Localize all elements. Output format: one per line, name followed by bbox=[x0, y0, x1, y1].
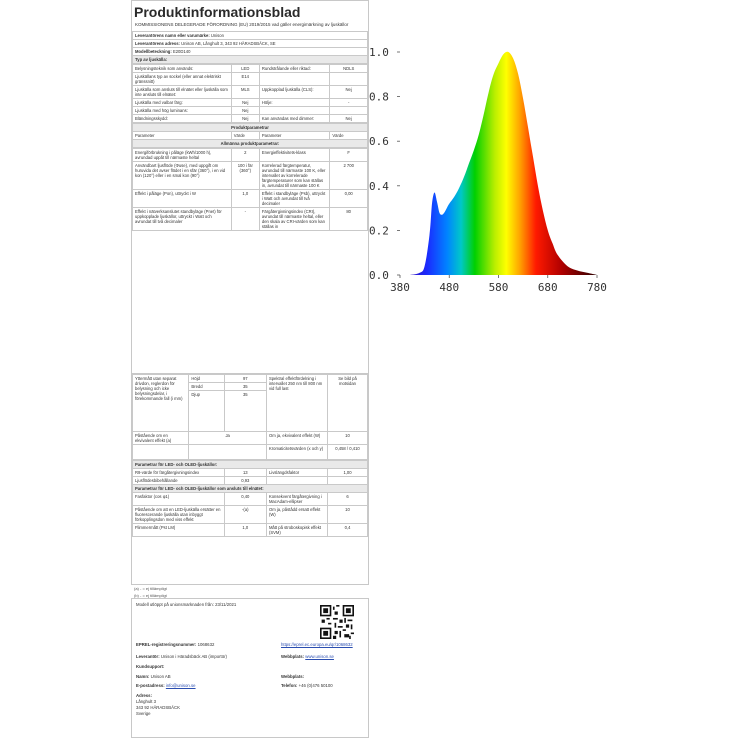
param-label: Ljuskälla med hög luminans: bbox=[133, 106, 232, 114]
param-value: LED bbox=[231, 64, 259, 72]
supplier-value: Unison i Häradsbäck AB (importör) bbox=[161, 654, 227, 659]
param-label: Rundstrålande eller riktad: bbox=[259, 64, 330, 72]
param-label: Belysningsteknik som används: bbox=[133, 64, 232, 72]
param-label: Uppkopplad ljuskälla (CLS): bbox=[259, 85, 330, 98]
type-row bbox=[133, 85, 368, 98]
general-param-row bbox=[133, 148, 368, 161]
name-row bbox=[132, 674, 368, 680]
param-value: 2 bbox=[231, 148, 259, 161]
led-params-table bbox=[132, 460, 368, 537]
mains-param-row bbox=[133, 493, 368, 506]
param-value: MLS bbox=[231, 85, 259, 98]
model-label: Modellbeteckning: bbox=[135, 49, 172, 54]
empty-cell bbox=[189, 445, 267, 460]
type-header: Typ av ljuskälla: bbox=[133, 55, 368, 63]
name-value: Unison AB bbox=[151, 674, 171, 679]
email-link[interactable]: info@unison.se bbox=[166, 683, 196, 688]
supplier-info-sheet bbox=[131, 598, 369, 738]
depth-label: Djup bbox=[189, 391, 224, 432]
param-value: Nej bbox=[330, 114, 368, 122]
y-tick-label: 0.6 bbox=[369, 135, 389, 148]
footnote-a: (a) - = ej tillämpligt bbox=[131, 584, 170, 593]
x-tick-label: 580 bbox=[489, 281, 509, 294]
equivalent-w-value: 10 bbox=[328, 432, 368, 445]
model-value: E20D140 bbox=[173, 49, 190, 54]
col-param-2: Parameter bbox=[259, 131, 330, 139]
equivalent-w-label: Om ja, ekvivalent effekt (W) bbox=[266, 432, 327, 445]
param-label: Färgåtergivningsindex (CRI), avrundat till närmaste heltal, eller den skala av CRI-värden som kan ställas in bbox=[259, 207, 330, 230]
sheet-title: Produktinformationsblad bbox=[132, 1, 368, 22]
param-label: Användbart ljusflöde (Φuse), med uppgift om huruvida det avser flödet i en sfär (360°), i en vid kon (120°) eller i en smal kon (90°) bbox=[133, 161, 232, 189]
website-link[interactable]: www.unison.se bbox=[305, 654, 334, 659]
address-block bbox=[132, 693, 368, 717]
param-label: Om ja, påstådd ersatt effekt (W) bbox=[266, 506, 327, 524]
address-value: Unison AB, Långhult 3, 343 92 HÄRADSBÄCK, SE bbox=[181, 41, 276, 46]
supplier-row bbox=[133, 31, 368, 39]
supplier-table bbox=[132, 31, 368, 64]
supplier-label: Leverantörens namn eller varumärke: bbox=[135, 33, 210, 38]
contact-row bbox=[132, 683, 368, 689]
type-row bbox=[133, 114, 368, 122]
dimensions-table bbox=[132, 374, 368, 460]
col-value-2: Värde bbox=[330, 131, 368, 139]
param-label: Hölje: bbox=[259, 98, 330, 106]
eprel-value: 1068632 bbox=[198, 642, 215, 647]
spectral-label: Spektral effektfördelning i intervallet 250 nm till 800 nm vid full last bbox=[266, 375, 327, 432]
param-value: 0,00 bbox=[330, 189, 368, 207]
param-label bbox=[259, 106, 330, 114]
param-label: Bländningsskydd: bbox=[133, 114, 232, 122]
equivalent-power-label: Påstående om en ekvivalent effekt (a) bbox=[133, 432, 189, 445]
param-label: Effekt i påläge (Pon), uttryckt i W bbox=[133, 189, 232, 207]
type-row bbox=[133, 106, 368, 114]
x-tick-label: 780 bbox=[587, 281, 607, 294]
param-label: Påstående om att en LED-ljuskälla ersätter en fluorescerande ljuskälla utan inbyggt förkopplingsdon med viss effekt bbox=[133, 506, 225, 524]
y-tick-label: 0.2 bbox=[369, 224, 389, 237]
param-label: Mått på stroboskopisk effekt (SVM) bbox=[266, 524, 327, 537]
y-tick-label: 0.0 bbox=[369, 269, 389, 282]
param-value: 6 bbox=[328, 493, 368, 506]
address-label: Leverantörens adress: bbox=[135, 41, 180, 46]
param-label: Ljusflödesbibehållande bbox=[133, 477, 225, 485]
product-params-header: Produktparametrar bbox=[133, 123, 368, 131]
param-value: - bbox=[330, 98, 368, 106]
chromaticity-value: 0,458 / 0,410 bbox=[328, 445, 368, 460]
param-value: 0,4 bbox=[328, 524, 368, 537]
type-table bbox=[132, 64, 368, 123]
param-value: -(a) bbox=[224, 506, 266, 524]
spectrum-area bbox=[400, 52, 597, 275]
param-label: Livslängdsfaktor bbox=[266, 469, 327, 477]
height-value: 97 bbox=[224, 375, 266, 383]
led-param-row bbox=[133, 469, 368, 477]
param-label: Energiförbrukning i påläge (kWh/1000 h), avrundad uppåt till närmaste heltal bbox=[133, 148, 232, 161]
param-value: Nej bbox=[231, 98, 259, 106]
param-value: 100 i fär (360°) bbox=[231, 161, 259, 189]
supplier-value: Unison bbox=[211, 33, 224, 38]
phone-value: +46 (0)476 50100 bbox=[299, 683, 333, 688]
y-tick-label: 0.4 bbox=[369, 180, 389, 193]
general-param-row bbox=[133, 161, 368, 189]
eprel-label: EPREL-registreringsnummer: bbox=[136, 642, 196, 647]
col-param-1: Parameter bbox=[133, 131, 232, 139]
col-value-1: Värde bbox=[231, 131, 259, 139]
empty-cell bbox=[133, 445, 189, 460]
led-param-row bbox=[133, 477, 368, 485]
param-label: Konsekvent färgåtergivning i MacAdam-ellipser bbox=[266, 493, 327, 506]
eprel-row bbox=[132, 642, 368, 648]
param-value: Nej bbox=[330, 85, 368, 98]
param-label: Ljuskällans typ av sockel (eller annat elektriskt gränssnitt) bbox=[133, 72, 232, 85]
param-label: Kan användas med dimmer: bbox=[259, 114, 330, 122]
equivalent-power-value: Ja bbox=[189, 432, 267, 445]
width-value: 35 bbox=[224, 383, 266, 391]
address-row bbox=[133, 39, 368, 47]
param-value: 13 bbox=[224, 469, 266, 477]
x-tick-label: 680 bbox=[538, 281, 558, 294]
param-label bbox=[266, 477, 327, 485]
product-info-sheet-page-2 bbox=[131, 373, 369, 585]
param-value: - bbox=[231, 207, 259, 230]
supplier-label: Leverantör: bbox=[136, 654, 160, 659]
param-label: Effekt i standbyläge (Psb), uttryckt i Watt och avrundat till två decimaler bbox=[259, 189, 330, 207]
param-value bbox=[328, 477, 368, 485]
x-tick-label: 380 bbox=[390, 281, 410, 294]
addr-line-1: Långhult 3 bbox=[136, 699, 364, 705]
mains-params-header: Parametrar för LED- och OLED-ljuskällor som ansluts till elnätet: bbox=[133, 485, 368, 493]
param-label: R9-värde för färgåtergivningsindex bbox=[133, 469, 225, 477]
param-value: 80 bbox=[330, 207, 368, 230]
supplier-row bbox=[132, 654, 368, 660]
chromaticity-label: Kromaticitetsvärden (x och y) bbox=[266, 445, 327, 460]
height-label: Höjd bbox=[189, 375, 224, 383]
y-tick-label: 0.8 bbox=[369, 91, 389, 104]
sheet-intro: KOMMISSIONENS DELEGERADE FÖRORDNING (EU) 2019/2015 vad gäller energimärkning av ljuskällor bbox=[132, 22, 368, 31]
param-value: 2 700 bbox=[330, 161, 368, 189]
web2-label: Webbplats: bbox=[281, 674, 304, 680]
dimensions-label: Yttermått utan separat drivdon, reglerdon för belysning och icke belysningsdelar, i förekommande fall (i mm) bbox=[133, 375, 189, 432]
param-label: Fasfaktor (cos φ1) bbox=[133, 493, 225, 506]
support-label bbox=[132, 664, 368, 670]
general-param-row bbox=[133, 207, 368, 230]
param-value: Nej bbox=[231, 114, 259, 122]
param-value: NDLS bbox=[330, 64, 368, 72]
param-value: E14 bbox=[231, 72, 259, 85]
type-row bbox=[133, 64, 368, 72]
support-heading: Kundsupport: bbox=[136, 664, 164, 669]
type-row bbox=[133, 98, 368, 106]
spectral-distribution-chart bbox=[367, 0, 736, 300]
general-param-row bbox=[133, 189, 368, 207]
model-row bbox=[133, 47, 368, 55]
qr-code-icon bbox=[320, 605, 354, 639]
name-label: Namn: bbox=[136, 674, 149, 679]
footnote-b: (b) - = ej tillämpligt bbox=[131, 591, 170, 600]
param-value: Nej bbox=[231, 106, 259, 114]
param-value: 0,93 bbox=[224, 477, 266, 485]
addr-line-3: Sverige bbox=[136, 711, 364, 717]
param-value: F bbox=[330, 148, 368, 161]
param-label: Korrelerad färgtemperatur, avrundad till närmaste 100 K, eller intervallet av korrelerade färgtemperaturer som kan ställas in, avrundat till närmaste 100 K bbox=[259, 161, 330, 189]
mains-param-row bbox=[133, 524, 368, 537]
mains-param-row bbox=[133, 506, 368, 524]
x-tick-label: 480 bbox=[439, 281, 459, 294]
addr-line-2: 343 92 HÄRADSBÄCK bbox=[136, 705, 364, 711]
param-label: Flimmermått (Pst LM) bbox=[133, 524, 225, 537]
led-params-header: Parametrar för LED- och OLED-ljuskällor: bbox=[133, 461, 368, 469]
y-tick-label: 1.0 bbox=[369, 46, 389, 59]
general-params-table bbox=[132, 148, 368, 231]
param-value bbox=[330, 72, 368, 85]
param-header-table bbox=[132, 123, 368, 148]
param-value: 0,40 bbox=[224, 493, 266, 506]
general-params-header: Allmänna produktparametrar: bbox=[133, 139, 368, 147]
email-label: E-postadress: bbox=[136, 683, 165, 688]
param-label: Effekt i nätverksanslutet standbyläge (Pnet) för uppkopplade ljuskällor, uttryckt i Watt och avrundat till två decimaler bbox=[133, 207, 232, 230]
param-value bbox=[330, 106, 368, 114]
depth-value: 35 bbox=[224, 391, 266, 432]
param-value: 1,0 bbox=[231, 189, 259, 207]
param-label: Ljuskälla som ansluts till elnätet eller ljuskälla som inte ansluts till elnätet: bbox=[133, 85, 232, 98]
product-info-sheet bbox=[131, 0, 369, 384]
width-label: Bredd bbox=[189, 383, 224, 391]
param-value: 1,0 bbox=[224, 524, 266, 537]
website-label: Webbplats: bbox=[281, 654, 304, 659]
param-label: Ljuskälla med valbar färg: bbox=[133, 98, 232, 106]
phone-label: Telefon: bbox=[281, 683, 297, 688]
param-value: 10 bbox=[328, 506, 368, 524]
type-row bbox=[133, 72, 368, 85]
param-value: 1,00 bbox=[328, 469, 368, 477]
model-availability: Modell utlöppt på unionsmarknaden från: 23/11/2021 bbox=[132, 599, 368, 608]
param-label: Energieffektivitets-klass bbox=[259, 148, 330, 161]
param-label bbox=[259, 72, 330, 85]
spectral-value: Se bild på motsidan bbox=[328, 375, 368, 432]
addr-label: Adress: bbox=[136, 693, 364, 699]
eprel-link[interactable]: https://eprel.ec.europa.eu/qr/1068632 bbox=[281, 642, 351, 648]
